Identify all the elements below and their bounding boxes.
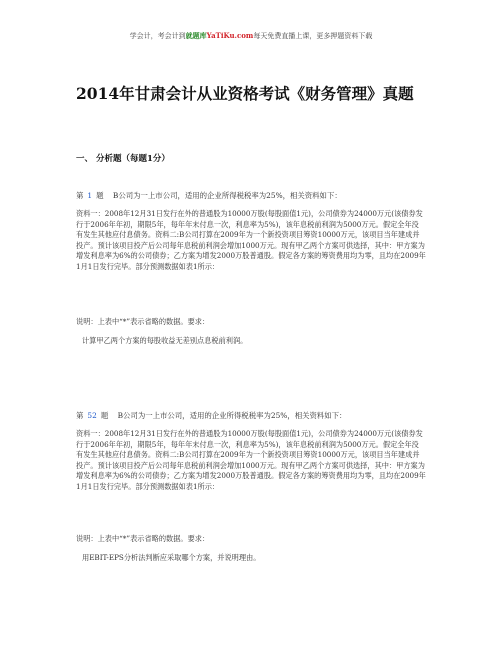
question-suffix: 题 — [96, 191, 104, 200]
banner-brand-logo[interactable]: 就题库 — [185, 31, 207, 40]
requirement-text: 计算甲乙两个方案的每股收益无差别点息税前利润。 — [82, 336, 248, 345]
material-text: 资料一：2008年12月31日发行在外的普通股为10000万股(每股面值1元)，公司债券为24000万元(该债券发行于2006年年初，期限5年，每年年末付息一次，利息率为5%)，该年息税前利润为5000万元。假定全年没有发生其他应付息债务。资料二:B公司打算在2009年为一个新投资项目筹资10000万元，该项目当年建成并投产。预计该项目投产后公司每年息税前利润会增加1000万元。现有甲乙两个方案可供选择，其中：甲方案为增发利息率为6%的公司债券；乙方案为增发2000万股普通股。假定各方案的筹资费用均为零，且均在2009年1月1日发行完毕。部分预测数据如表1所示： — [76, 429, 426, 491]
question-1-note — [76, 317, 426, 328]
question-number: 52 — [87, 411, 97, 420]
banner-suffix: 每天免费直播上课，更多押题资料下载 — [253, 32, 373, 40]
question-52-note — [76, 534, 426, 545]
question-suffix: 题 — [100, 411, 109, 420]
question-intro: B公司为一上市公司，适用的企业所得税税率为25%，相关资料如下： — [117, 411, 347, 420]
header-banner — [0, 31, 502, 41]
note-text: 说明：上表中“*”表示省略的数据。要求： — [76, 534, 210, 543]
banner-site-link[interactable]: YaTiKu.com — [206, 31, 254, 40]
question-number: 1 — [87, 191, 93, 200]
question-prefix: 第 — [76, 411, 84, 420]
question-intro: B公司为一上市公司，适用的企业所得税税率为25%，相关资料如下： — [112, 191, 342, 200]
question-1-requirement — [76, 336, 432, 347]
material-text: 资料一：2008年12月31日发行在外的普通股为10000万股(每股面值1元)，公司债券为24000万元(该债券发行于2006年年初，期限5年，每年年末付息一次，利息率为5%)，该年息税前利润为5000万元。假定全年没有发生其他应付息债务。资料二:B公司打算在2009年为一个新投资项目筹资10000万元，该项目当年建成并投产。预计该项目投产后公司每年息税前利润会增加1000万元。现有甲乙两个方案可供选择，其中：甲方案为增发利息率为6%的公司债券；乙方案为增发2000万股普通股。假定各方案的筹资费用均为零，且均在2009年1月1日发行完毕。部分预测数据如表1所示： — [76, 209, 426, 271]
page-title: 2014年甘肃会计从业资格考试《财务管理》真题 — [76, 84, 414, 103]
question-52-header — [76, 411, 426, 422]
question-52-requirement — [76, 553, 432, 564]
question-52-material — [76, 429, 426, 493]
requirement-text: 用EBIT-EPS分析法判断应采取哪个方案，并说明理由。 — [82, 553, 261, 562]
banner-prefix: 学会计，考会计到 — [129, 32, 186, 40]
question-prefix: 第 — [76, 191, 84, 200]
note-text: 说明：上表中“*”表示省略的数据。要求： — [76, 317, 210, 326]
section-heading: 一、 分析题（每题1分） — [76, 154, 170, 164]
question-1-material — [76, 209, 426, 273]
question-1-header — [76, 191, 426, 202]
